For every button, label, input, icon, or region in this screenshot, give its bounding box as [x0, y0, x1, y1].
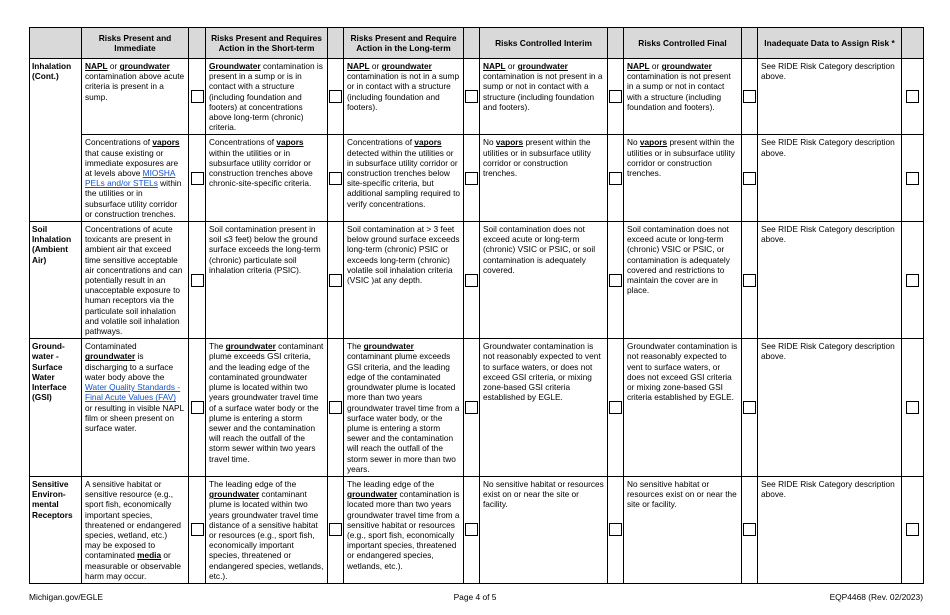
cell-controlled-interim: Soil contamination does not exceed acute or long-term (chronic) VSIC or PSIC, or soil contamination is adequately covered. — [480, 222, 608, 339]
checkbox[interactable] — [743, 274, 756, 287]
checkbox[interactable] — [329, 172, 342, 185]
table-row — [30, 476, 924, 583]
cell-short-term: The groundwater contaminant plume exceeds GSI criteria, and the leading edge of the contaminated groundwater plume is located within two years groundwater travel time of a surface water body or the plume is entering a storm sewer and the contamination will reach the outfall of the storm sewer within two years travel time. — [206, 339, 328, 477]
checkbox[interactable] — [465, 523, 478, 536]
header-present-immediate: Risks Present and Immediate — [82, 28, 189, 59]
cell-short-term: The leading edge of the groundwater contaminant plume is located within two years groundwater travel time distance of a sensitive habitat or resources (e.g., sport fish, economically important species, threatened or endangered species, wetlands, etc.). — [206, 476, 328, 583]
cell-controlled-interim: No sensitive habitat or resources exist on or near the site or facility. — [480, 476, 608, 583]
cell-present-immediate: A sensitive habitat or sensitive resource (e.g., sport fish, economically important species, threatened or endangered species, wetland, etc.) may be exposed to contaminated media or measurable or observable harm may occur. — [82, 476, 189, 583]
checkbox[interactable] — [609, 523, 622, 536]
cell-present-immediate: Concentrations of acute toxicants are present in ambient air that exceed time sensitive acceptable air concentrations and can potentially result in an unacceptable exposure to human receptors via the particulate soil inhalation and volatile soil inhalation pathways. — [82, 222, 189, 339]
cell-present-immediate: Contaminated groundwater is discharging to a surface water body above the Water Quality Standards - Final Acute Values (FAV) or resulting in visible NAPL film or sheen present on surface water. — [82, 339, 189, 477]
cell-inadequate: See RIDE Risk Category description above. — [758, 339, 902, 477]
category-gsi: Ground-water - Surface Water Interface (GSI) — [30, 339, 82, 477]
cell-controlled-interim: NAPL or groundwater contamination is not present in a sump or not in contact with a structure (including foundation and footers). — [480, 59, 608, 135]
cell-long-term: Concentrations of vapors detected within the utilities or in subsurface utility corridor or construction trenches below site-specific criteria, but additional sampling required to verify concentrations. — [344, 135, 464, 222]
checkbox[interactable] — [906, 274, 919, 287]
header-blank — [30, 28, 82, 59]
cell-inadequate: See RIDE Risk Category description above. — [758, 59, 902, 135]
footer-website: Michigan.gov/EGLE — [29, 592, 104, 602]
header-inadequate: Inadequate Data to Assign Risk * — [758, 28, 902, 59]
checkbox[interactable] — [906, 401, 919, 414]
checkbox[interactable] — [609, 274, 622, 287]
cell-short-term: Groundwater contamination is present in a sump or is in contact with a structure (including foundation and footers) at concentrations above long-term (chronic) criteria. — [206, 59, 328, 135]
table-row — [30, 222, 924, 339]
checkbox[interactable] — [191, 523, 204, 536]
checkbox[interactable] — [191, 172, 204, 185]
checkbox[interactable] — [465, 90, 478, 103]
miosha-link[interactable]: MIOSHA PELs and/or STELs — [85, 168, 176, 189]
footer-form-number: EQP4468 (Rev. 02/2023) — [829, 592, 923, 602]
checkbox[interactable] — [329, 90, 342, 103]
checkbox[interactable] — [329, 523, 342, 536]
header-long-term: Risks Present and Require Action in the Long-term — [344, 28, 464, 59]
checkbox[interactable] — [191, 401, 204, 414]
checkbox[interactable] — [465, 172, 478, 185]
category-sensitive-receptors: Sensitive Environ-mental Receptors — [30, 476, 82, 583]
cell-inadequate: See RIDE Risk Category description above. — [758, 476, 902, 583]
cell-controlled-final: Soil contamination does not exceed acute or long-term (chronic) VSIC or PSIC, or contamination is adequately covered and restrictions to maintain the cover are in place. — [624, 222, 742, 339]
cell-controlled-final: No sensitive habitat or resources exist on or near the site or facility. — [624, 476, 742, 583]
header-short-term: Risks Present and Requires Action in the Short-term — [206, 28, 328, 59]
category-inhalation: Inhalation (Cont.) — [30, 59, 82, 222]
checkbox[interactable] — [743, 401, 756, 414]
risk-table — [29, 27, 924, 584]
checkbox[interactable] — [609, 401, 622, 414]
cell-long-term: The groundwater contaminant plume exceeds GSI criteria, and the leading edge of the contaminated groundwater plume is located more than two years groundwater travel time from a surface water body, or the plume is entering a storm sewer and the contamination will reach the outfall of the storm sewer in more than two years. — [344, 339, 464, 477]
cell-controlled-final: No vapors present within the utilities or in subsurface utility corridor or construction trenches. — [624, 135, 742, 222]
checkbox[interactable] — [743, 90, 756, 103]
checkbox[interactable] — [743, 172, 756, 185]
wqs-fav-link[interactable]: Water Quality Standards - Final Acute Values (FAV) — [85, 382, 181, 403]
checkbox[interactable] — [609, 90, 622, 103]
cell-short-term: Concentrations of vapors within the utilities or in subsurface utility corridor or construction trenches above chronic-site-specific criteria. — [206, 135, 328, 222]
cell-inadequate: See RIDE Risk Category description above. — [758, 135, 902, 222]
cell-present-immediate: NAPL or groundwater contamination above acute criteria is present in a sump. — [82, 59, 189, 135]
cell-long-term: The leading edge of the groundwater contamination is located more than two years groundwater travel time from a sensitive habitat or resources (e.g., sport fish, economically important species, threatened or endangered species, wetlands, etc.). — [344, 476, 464, 583]
table-row — [30, 135, 924, 222]
cell-controlled-interim: No vapors present within the utilities or in subsurface utility corridor or construction trenches. — [480, 135, 608, 222]
table-row — [30, 59, 924, 135]
table-row — [30, 339, 924, 477]
checkbox[interactable] — [465, 401, 478, 414]
checkbox[interactable] — [609, 172, 622, 185]
header-controlled-final: Risks Controlled Final — [624, 28, 742, 59]
cell-inadequate: See RIDE Risk Category description above. — [758, 222, 902, 339]
cell-long-term: NAPL or groundwater contamination is not in a sump or in contact with a structure (including foundation and footers). — [344, 59, 464, 135]
checkbox[interactable] — [906, 90, 919, 103]
header-controlled-interim: Risks Controlled Interim — [480, 28, 608, 59]
checkbox[interactable] — [191, 274, 204, 287]
checkbox[interactable] — [191, 90, 204, 103]
checkbox[interactable] — [906, 172, 919, 185]
cell-controlled-final: Groundwater contamination is not reasonably expected to vent to surface waters, or does not exceed GSI criteria or mixing zone-based GSI criteria established by EGLE. — [624, 339, 742, 477]
cell-controlled-final: NAPL or groundwater contamination is not present in a sump or not in contact with a structure (including foundation and footers). — [624, 59, 742, 135]
cell-present-immediate: Concentrations of vapors that cause existing or immediate exposures are at levels above MIOSHA PELs and/or STELs within the utilities or in subsurface utility corridor or construction trenches. — [82, 135, 189, 222]
cell-short-term: Soil contamination present in soil ≤3 feet) below the ground surface exceeds the long-term (chronic) particulate soil inhalation criteria (PSIC). — [206, 222, 328, 339]
cell-controlled-interim: Groundwater contamination is not reasonably expected to vent to surface waters, or does not exceed GSI criteria, or mixing zone-based GSI criteria established by EGLE. — [480, 339, 608, 477]
checkbox[interactable] — [329, 401, 342, 414]
header-row — [30, 28, 924, 59]
cell-long-term: Soil contamination at > 3 feet below ground surface exceeds long-term (chronic) PSIC or exceeds long-term (chronic) volatile soil inhalation criteria (VSIC )at any depth. — [344, 222, 464, 339]
checkbox[interactable] — [329, 274, 342, 287]
footer-page-number: Page 4 of 5 — [453, 592, 497, 602]
category-soil-inhalation: Soil Inhalation (Ambient Air) — [30, 222, 82, 339]
checkbox[interactable] — [743, 523, 756, 536]
checkbox[interactable] — [906, 523, 919, 536]
checkbox[interactable] — [465, 274, 478, 287]
